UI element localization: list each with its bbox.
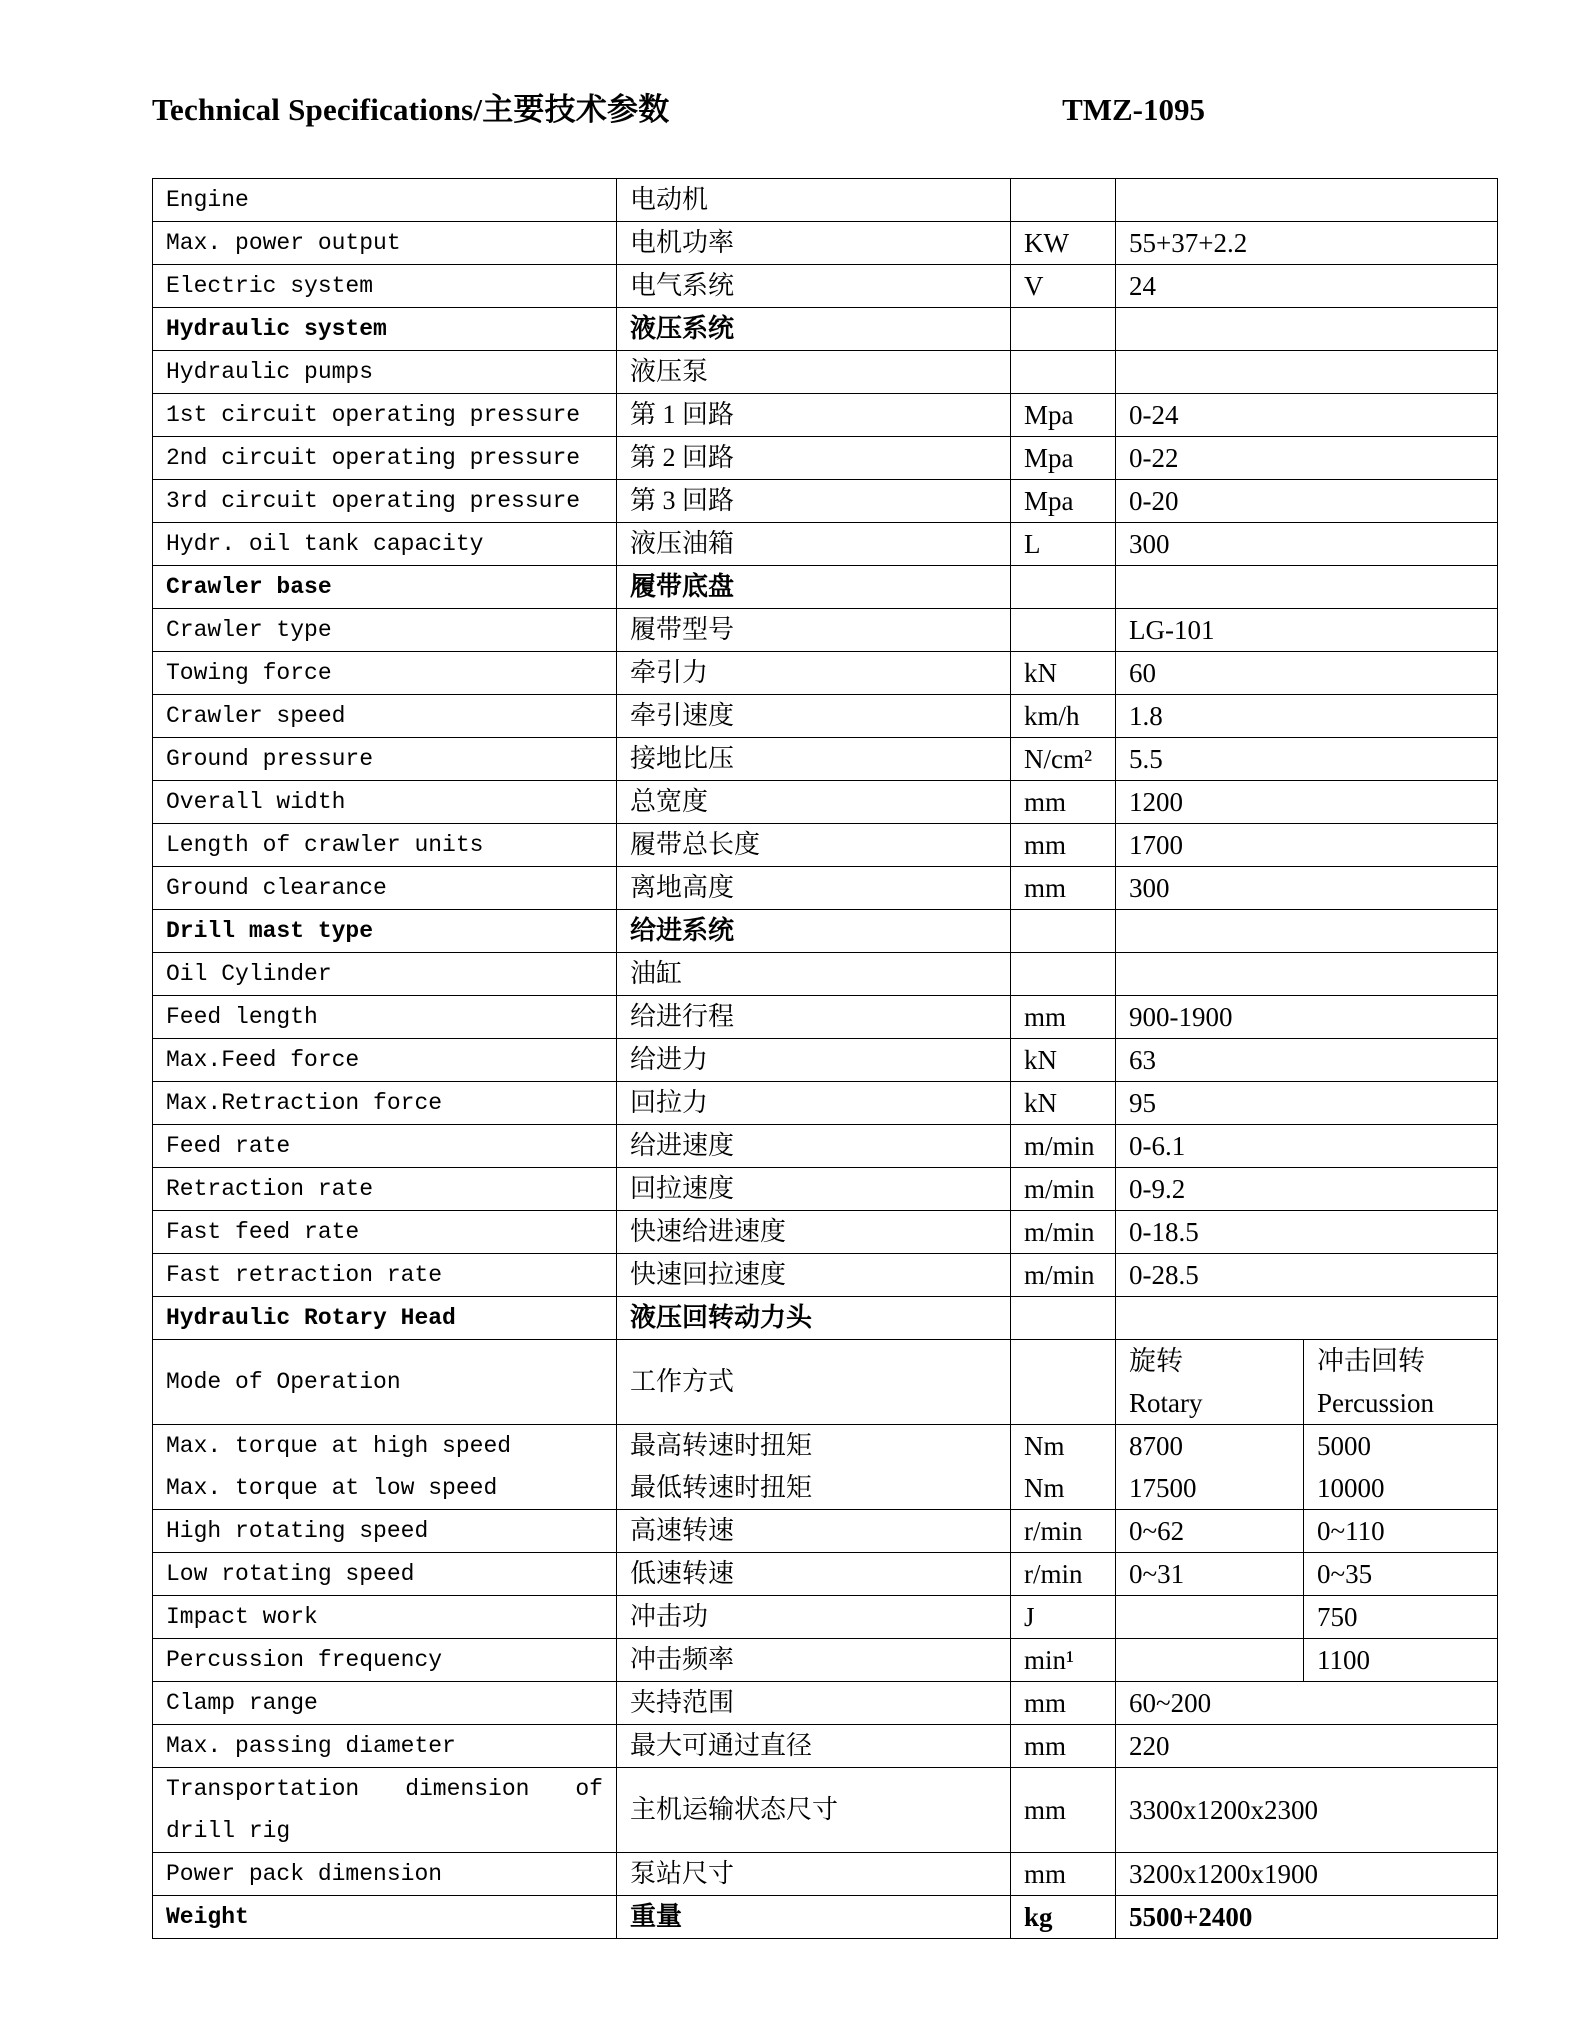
spec-cell-value-rotary: 0~31: [1116, 1553, 1304, 1596]
spec-cell-zh: 回拉力: [617, 1082, 1011, 1125]
spec-cell-zh: 第 2 回路: [617, 437, 1011, 480]
spec-cell-value-rotary: [1116, 1639, 1304, 1682]
spec-cell-en: Max. passing diameter: [153, 1725, 617, 1768]
spec-row: [153, 265, 1498, 308]
spec-cell-en: Hydraulic Rotary Head: [153, 1297, 617, 1340]
spec-cell-zh: 重量: [617, 1896, 1011, 1939]
spec-cell-unit: km/h: [1011, 695, 1116, 738]
spec-cell-unit: Mpa: [1011, 394, 1116, 437]
spec-row: [153, 695, 1498, 738]
spec-cell-value: [1116, 953, 1498, 996]
spec-cell-unit: mm: [1011, 1853, 1116, 1896]
spec-cell-en: Crawler base: [153, 566, 617, 609]
spec-cell-en: Max.Retraction force: [153, 1082, 617, 1125]
spec-row: [153, 1768, 1498, 1853]
spec-cell-unit: kN: [1011, 652, 1116, 695]
spec-row: [153, 1553, 1498, 1596]
spec-cell-en: Clamp range: [153, 1682, 617, 1725]
spec-row: [153, 480, 1498, 523]
spec-cell-zh: 最大可通过直径: [617, 1725, 1011, 1768]
spec-cell-en: 2nd circuit operating pressure: [153, 437, 617, 480]
spec-cell-value-rotary: [1116, 1596, 1304, 1639]
spec-cell-en: Mode of Operation: [153, 1340, 617, 1425]
spec-cell-zh: 冲击功: [617, 1596, 1011, 1639]
spec-cell-zh: 电机功率: [617, 222, 1011, 265]
spec-cell-zh: 快速给进速度: [617, 1211, 1011, 1254]
spec-cell-value: [1116, 179, 1498, 222]
spec-cell-unit: V: [1011, 265, 1116, 308]
spec-cell-value: 95: [1116, 1082, 1498, 1125]
spec-row: [153, 523, 1498, 566]
spec-cell-en: Hydraulic system: [153, 308, 617, 351]
spec-cell-value: 0-18.5: [1116, 1211, 1498, 1254]
spec-cell-zh: 油缸: [617, 953, 1011, 996]
section-row: [153, 910, 1498, 953]
spec-cell-en-line: Max. torque at low speed: [166, 1475, 498, 1501]
spec-cell-zh: 液压泵: [617, 351, 1011, 394]
spec-row: [153, 1125, 1498, 1168]
spec-cell-unit: [1011, 351, 1116, 394]
spec-cell-unit: m/min: [1011, 1211, 1116, 1254]
spec-row: [153, 1682, 1498, 1725]
spec-row: [153, 652, 1498, 695]
spec-cell-en: Engine: [153, 179, 617, 222]
spec-cell-zh: 夹持范围: [617, 1682, 1011, 1725]
spec-cell-zh: 履带总长度: [617, 824, 1011, 867]
spec-cell-unit: mm: [1011, 824, 1116, 867]
spec-cell-value: 3200x1200x1900: [1116, 1853, 1498, 1896]
spec-cell-en-line: Max. torque at high speed: [166, 1433, 512, 1459]
spec-cell-zh: 给进行程: [617, 996, 1011, 1039]
spec-cell-zh: 电动机: [617, 179, 1011, 222]
spec-cell-unit: [1011, 910, 1116, 953]
spec-cell-zh: 泵站尺寸: [617, 1853, 1011, 1896]
spec-cell-value: 0-24: [1116, 394, 1498, 437]
spec-cell-value: 300: [1116, 523, 1498, 566]
spec-cell-zh-line: 最低转速时扭矩: [630, 1473, 813, 1502]
spec-cell-unit: J: [1011, 1596, 1116, 1639]
spec-cell-zh: 牵引力: [617, 652, 1011, 695]
spec-cell-zh: 接地比压: [617, 738, 1011, 781]
spec-cell-en: Hydraulic pumps: [153, 351, 617, 394]
spec-cell-value-rotary: [1116, 1425, 1304, 1510]
spec-cell-value: 0-28.5: [1116, 1254, 1498, 1297]
spec-cell-en: Retraction rate: [153, 1168, 617, 1211]
spec-cell-value: 0-20: [1116, 480, 1498, 523]
spec-cell-unit: min¹: [1011, 1639, 1116, 1682]
spec-cell-unit: [1011, 179, 1116, 222]
spec-cell-zh: 给进力: [617, 1039, 1011, 1082]
spec-cell-value-percussion: 1100: [1304, 1639, 1498, 1682]
spec-cell-value-percussion-line: 10000: [1317, 1473, 1385, 1503]
spec-cell-unit: [1011, 609, 1116, 652]
spec-cell-unit: r/min: [1011, 1553, 1116, 1596]
spec-cell-en: Hydr. oil tank capacity: [153, 523, 617, 566]
spec-cell-value-percussion: 0~35: [1304, 1553, 1498, 1596]
spec-cell-en: Power pack dimension: [153, 1853, 617, 1896]
spec-cell-zh: 电气系统: [617, 265, 1011, 308]
spec-cell-value: 220: [1116, 1725, 1498, 1768]
spec-cell-zh-line: 最高转速时扭矩: [630, 1431, 813, 1460]
spec-cell-zh: 总宽度: [617, 781, 1011, 824]
spec-cell-zh: 第 3 回路: [617, 480, 1011, 523]
spec-row: [153, 1425, 1498, 1510]
spec-cell-en: Feed length: [153, 996, 617, 1039]
spec-cell-value-rotary-line: 8700: [1129, 1431, 1183, 1461]
spec-cell-value-rotary-line: 17500: [1129, 1473, 1197, 1503]
spec-cell-en: Feed rate: [153, 1125, 617, 1168]
spec-cell-en: 3rd circuit operating pressure: [153, 480, 617, 523]
spec-cell-en: Fast retraction rate: [153, 1254, 617, 1297]
spec-cell-value: 60~200: [1116, 1682, 1498, 1725]
spec-cell-en: Drill mast type: [153, 910, 617, 953]
spec-row: [153, 609, 1498, 652]
spec-cell-value: 1.8: [1116, 695, 1498, 738]
spec-row: [153, 222, 1498, 265]
spec-cell-unit: mm: [1011, 1682, 1116, 1725]
spec-cell-value-percussion: [1304, 1425, 1498, 1510]
spec-cell-en: High rotating speed: [153, 1510, 617, 1553]
spec-cell-unit: kN: [1011, 1039, 1116, 1082]
spec-cell-en: Transportation dimension of drill rig: [153, 1768, 617, 1853]
spec-row: [153, 738, 1498, 781]
section-row: [153, 1896, 1498, 1939]
spec-cell-zh: 离地高度: [617, 867, 1011, 910]
spec-cell-value: 5500+2400: [1116, 1896, 1498, 1939]
spec-cell-unit-line: Nm: [1024, 1431, 1065, 1461]
spec-cell-unit: mm: [1011, 1725, 1116, 1768]
spec-cell-en: Max. power output: [153, 222, 617, 265]
spec-cell-value-percussion: [1304, 1340, 1498, 1425]
spec-cell-unit: [1011, 1425, 1116, 1510]
spec-row: [153, 996, 1498, 1039]
spec-cell-zh: 冲击频率: [617, 1639, 1011, 1682]
spec-row: [153, 1596, 1498, 1639]
spec-cell-en: Crawler speed: [153, 695, 617, 738]
spec-cell-unit: Mpa: [1011, 480, 1116, 523]
spec-cell-zh: 第 1 回路: [617, 394, 1011, 437]
spec-row: [153, 394, 1498, 437]
spec-cell-zh: 给进系统: [617, 910, 1011, 953]
spec-cell-zh: 履带型号: [617, 609, 1011, 652]
spec-cell-en: Percussion frequency: [153, 1639, 617, 1682]
spec-row: [153, 1340, 1498, 1425]
spec-row: [153, 1082, 1498, 1125]
spec-cell-zh: 液压系统: [617, 308, 1011, 351]
spec-cell-zh: 液压回转动力头: [617, 1297, 1011, 1340]
spec-cell-value: 5.5: [1116, 738, 1498, 781]
spec-cell-value-percussion: 750: [1304, 1596, 1498, 1639]
spec-cell-value-percussion-line: 冲击回转: [1317, 1346, 1425, 1376]
spec-cell-value: 60: [1116, 652, 1498, 695]
spec-cell-unit: mm: [1011, 996, 1116, 1039]
spec-cell-en: Ground clearance: [153, 867, 617, 910]
spec-row: [153, 179, 1498, 222]
spec-cell-zh: 牵引速度: [617, 695, 1011, 738]
spec-cell-value: [1116, 308, 1498, 351]
spec-cell-en: Electric system: [153, 265, 617, 308]
spec-cell-zh: 工作方式: [617, 1340, 1011, 1425]
spec-cell-unit: r/min: [1011, 1510, 1116, 1553]
spec-cell-zh: 低速转速: [617, 1553, 1011, 1596]
spec-cell-value-rotary: [1116, 1340, 1304, 1425]
spec-cell-value: 3300x1200x2300: [1116, 1768, 1498, 1853]
spec-cell-en: Oil Cylinder: [153, 953, 617, 996]
spec-cell-value-rotary: 0~62: [1116, 1510, 1304, 1553]
spec-cell-en: 1st circuit operating pressure: [153, 394, 617, 437]
spec-cell-value: 55+37+2.2: [1116, 222, 1498, 265]
spec-cell-value-rotary-line: 旋转: [1129, 1346, 1183, 1376]
spec-row: [153, 1725, 1498, 1768]
spec-row: [153, 351, 1498, 394]
spec-cell-zh: 快速回拉速度: [617, 1254, 1011, 1297]
spec-cell-value: [1116, 351, 1498, 394]
spec-cell-en: Weight: [153, 1896, 617, 1939]
spec-cell-unit: [1011, 1340, 1116, 1425]
spec-row: [153, 437, 1498, 480]
spec-cell-zh: 给进速度: [617, 1125, 1011, 1168]
spec-row: [153, 953, 1498, 996]
spec-cell-value: 300: [1116, 867, 1498, 910]
spec-cell-en: Low rotating speed: [153, 1553, 617, 1596]
spec-cell-unit: mm: [1011, 781, 1116, 824]
spec-table-body: [153, 179, 1498, 1939]
section-row: [153, 308, 1498, 351]
section-row: [153, 566, 1498, 609]
spec-cell-value: 0-22: [1116, 437, 1498, 480]
spec-cell-en: Crawler type: [153, 609, 617, 652]
spec-row: [153, 824, 1498, 867]
spec-row: [153, 1254, 1498, 1297]
spec-row: [153, 1168, 1498, 1211]
spec-cell-unit: KW: [1011, 222, 1116, 265]
spec-cell-zh: 液压油箱: [617, 523, 1011, 566]
spec-cell-en: Impact work: [153, 1596, 617, 1639]
spec-cell-zh: 主机运输状态尺寸: [617, 1768, 1011, 1853]
spec-cell-unit: kN: [1011, 1082, 1116, 1125]
spec-cell-zh: [617, 1425, 1011, 1510]
spec-cell-value: 900-1900: [1116, 996, 1498, 1039]
spec-cell-unit: mm: [1011, 867, 1116, 910]
spec-cell-value-rotary-line: Rotary: [1129, 1388, 1203, 1418]
spec-cell-value: 1700: [1116, 824, 1498, 867]
spec-cell-zh: 履带底盘: [617, 566, 1011, 609]
spec-cell-en: Max.Feed force: [153, 1039, 617, 1082]
spec-cell-value: 63: [1116, 1039, 1498, 1082]
spec-cell-en: [153, 1425, 617, 1510]
spec-table: [152, 178, 1498, 1939]
spec-row: [153, 1639, 1498, 1682]
spec-cell-unit: mm: [1011, 1768, 1116, 1853]
spec-row: [153, 1039, 1498, 1082]
spec-cell-unit-line: Nm: [1024, 1473, 1065, 1503]
spec-row: [153, 1211, 1498, 1254]
model-code: TMZ-1095: [1062, 92, 1205, 127]
spec-cell-unit: m/min: [1011, 1168, 1116, 1211]
spec-cell-unit: [1011, 1297, 1116, 1340]
spec-cell-zh: 回拉速度: [617, 1168, 1011, 1211]
spec-cell-value-percussion: 0~110: [1304, 1510, 1498, 1553]
spec-cell-unit: kg: [1011, 1896, 1116, 1939]
spec-row: [153, 1853, 1498, 1896]
spec-cell-value: [1116, 566, 1498, 609]
spec-cell-unit: N/cm²: [1011, 738, 1116, 781]
spec-row: [153, 781, 1498, 824]
spec-cell-en: Overall width: [153, 781, 617, 824]
spec-cell-value-percussion-line: 5000: [1317, 1431, 1371, 1461]
section-row: [153, 1297, 1498, 1340]
spec-cell-unit: L: [1011, 523, 1116, 566]
spec-cell-unit: m/min: [1011, 1254, 1116, 1297]
spec-row: [153, 867, 1498, 910]
spec-row: [153, 1510, 1498, 1553]
spec-cell-unit: [1011, 953, 1116, 996]
spec-cell-unit: [1011, 308, 1116, 351]
spec-cell-value: [1116, 1297, 1498, 1340]
spec-cell-en: Fast feed rate: [153, 1211, 617, 1254]
spec-cell-unit: [1011, 566, 1116, 609]
spec-cell-value: 0-6.1: [1116, 1125, 1498, 1168]
spec-cell-zh: 高速转速: [617, 1510, 1011, 1553]
spec-cell-en: Length of crawler units: [153, 824, 617, 867]
spec-cell-en: Ground pressure: [153, 738, 617, 781]
spec-cell-unit: Mpa: [1011, 437, 1116, 480]
spec-cell-value: 1200: [1116, 781, 1498, 824]
page-header: [152, 84, 1497, 129]
spec-cell-value-percussion-line: Percussion: [1317, 1388, 1434, 1418]
spec-cell-value: 0-9.2: [1116, 1168, 1498, 1211]
spec-cell-value: [1116, 910, 1498, 953]
page-title: Technical Specifications/主要技术参数: [152, 92, 670, 127]
spec-cell-unit: m/min: [1011, 1125, 1116, 1168]
spec-cell-value: 24: [1116, 265, 1498, 308]
spec-cell-value: LG-101: [1116, 609, 1498, 652]
spec-cell-en: Towing force: [153, 652, 617, 695]
